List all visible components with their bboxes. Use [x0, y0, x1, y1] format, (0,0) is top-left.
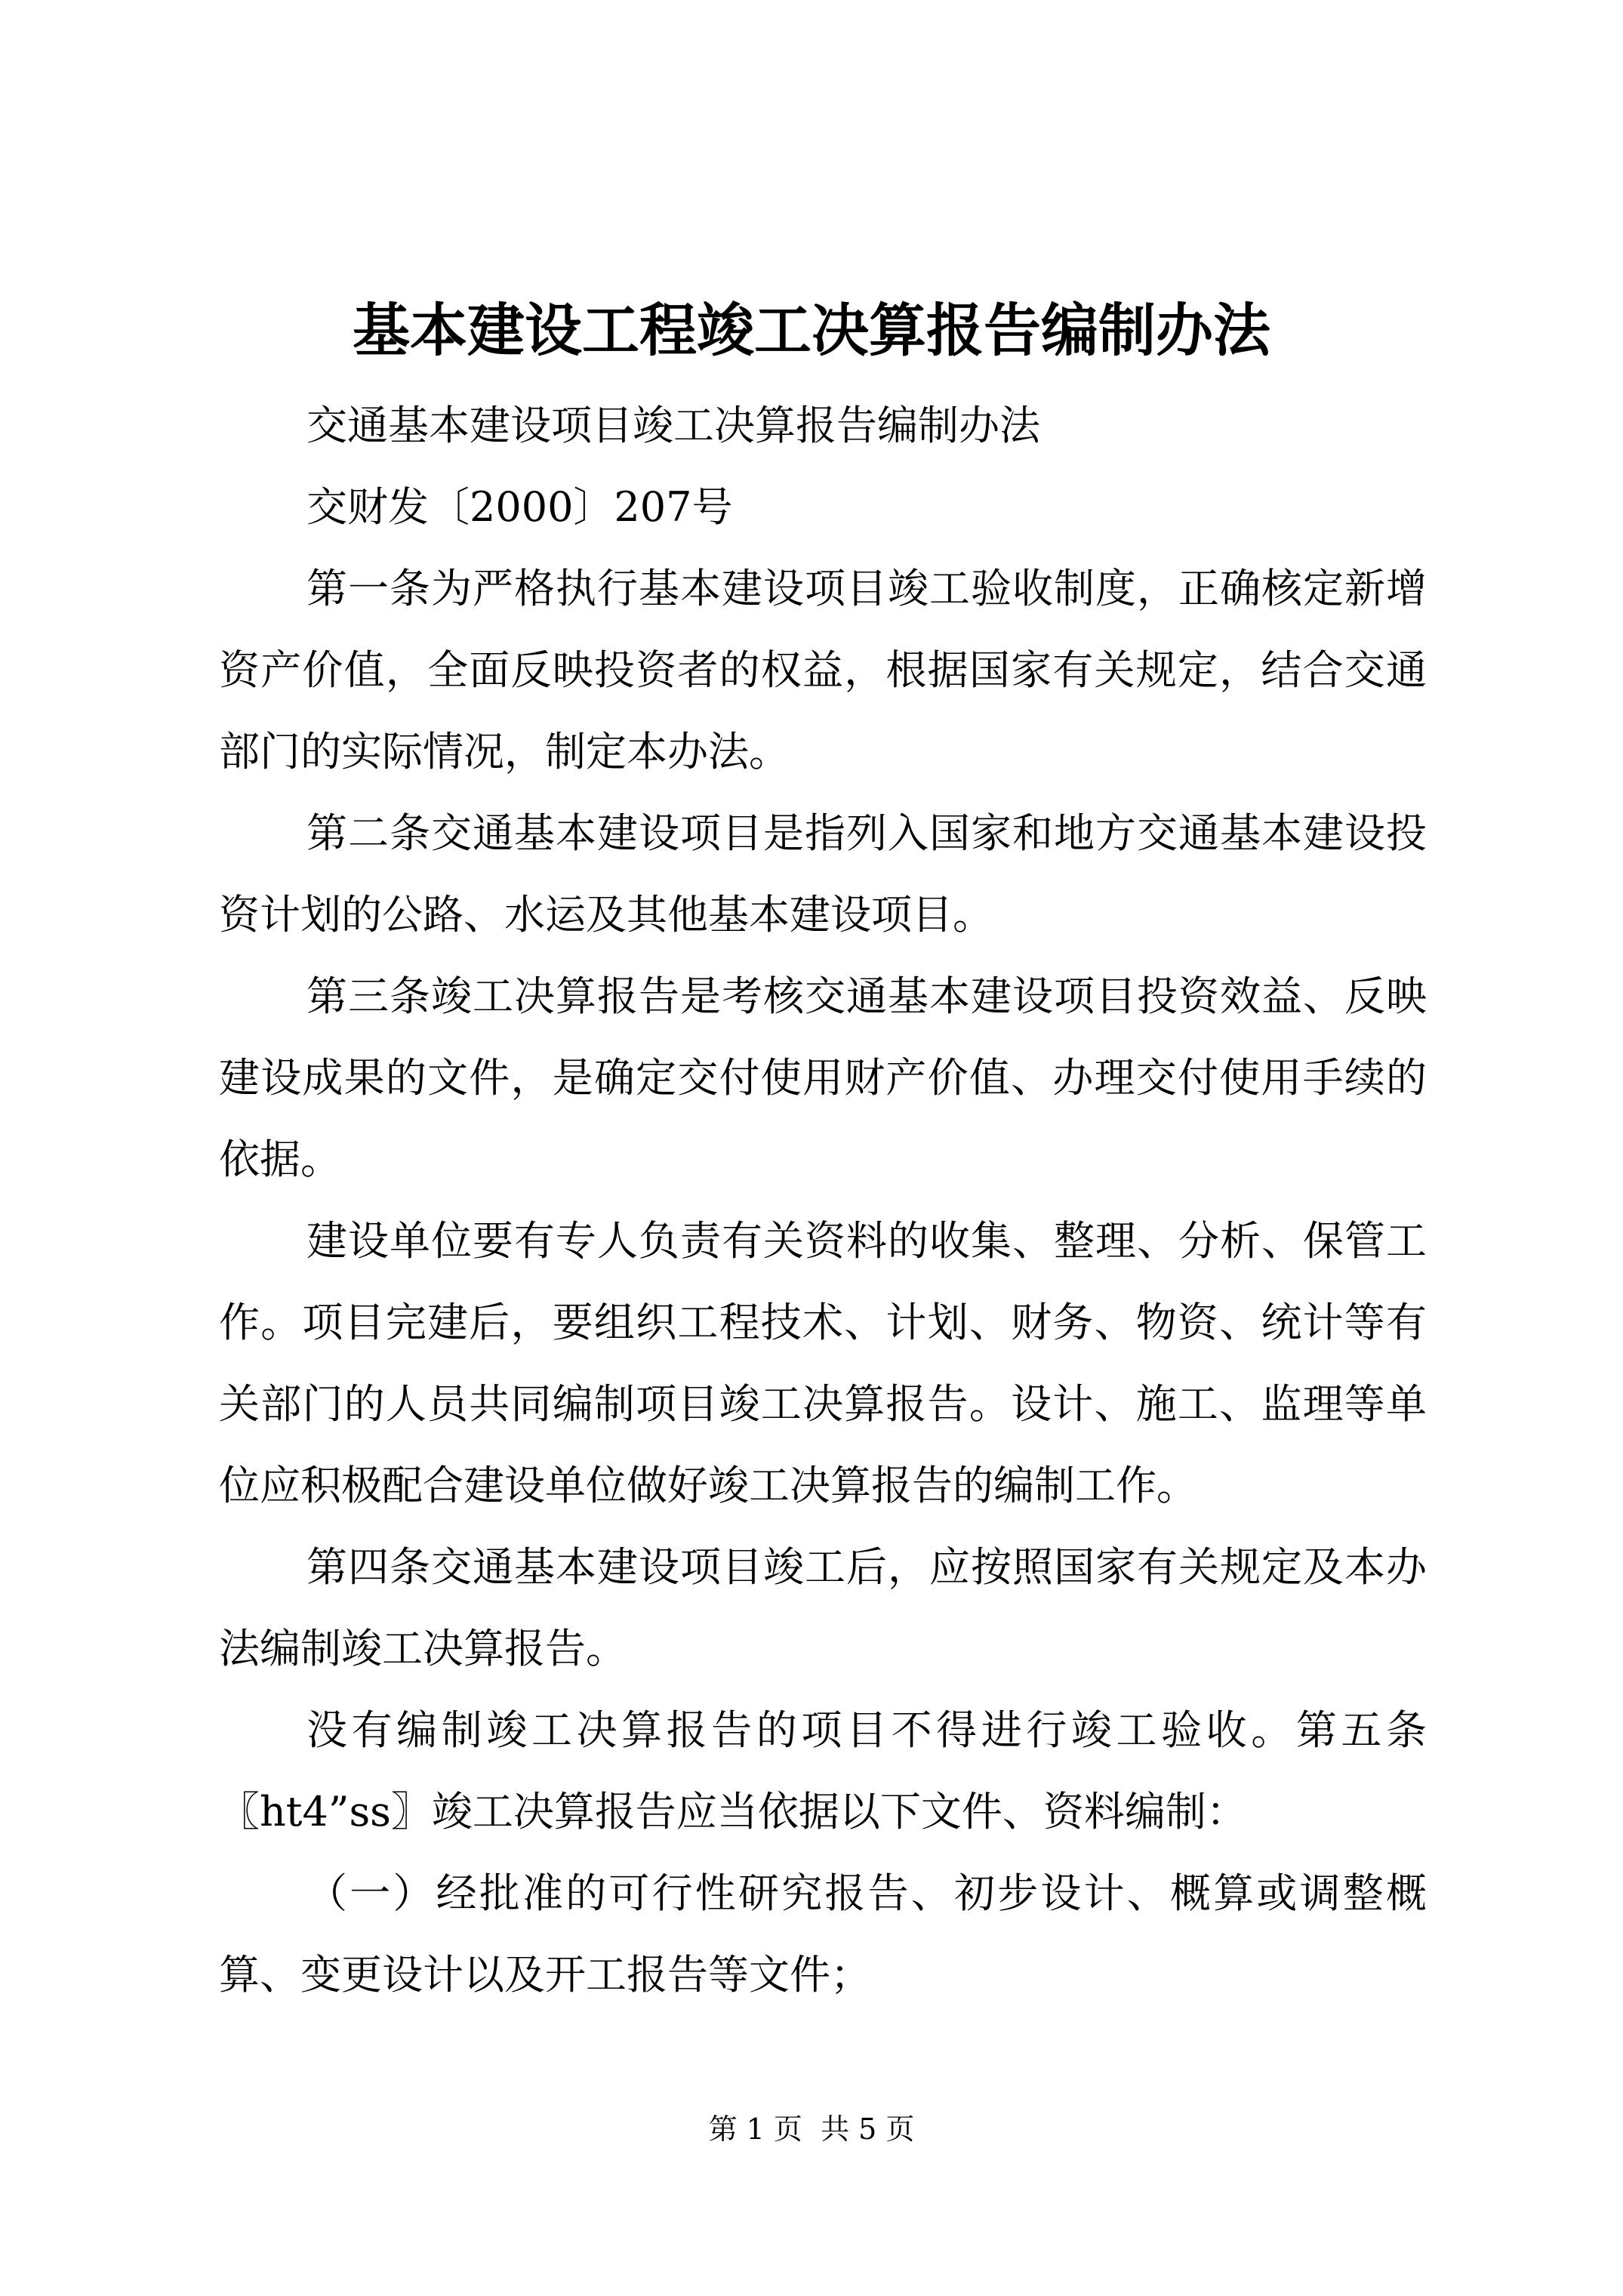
document-body: [219, 385, 1427, 2016]
article-1-paragraph: 第一条为严格执行基本建设项目竣工验收制度，正确核定新增资产价值，全面反映投资者的权益，根据国家有关规定，结合交通部门的实际情况，制定本办法。: [219, 565, 1427, 775]
article-4-paragraph: 第四条交通基本建设项目竣工后，应按照国家有关规定及本办法编制竣工决算报告。: [219, 1543, 1427, 1672]
item-1-paragraph: （一）经批准的可行性研究报告、初步设计、概算或调整概算、变更设计以及开工报告等文件；: [219, 1869, 1427, 1999]
article-3-paragraph: 第三条竣工决算报告是考核交通基本建设项目投资效益、反映建设成果的文件，是确定交付使用财产价值、办理交付使用手续的依据。: [219, 972, 1427, 1183]
document-title: 基本建设工程竣工决算报告编制办法: [353, 297, 1270, 364]
subtitle-paragraph: 交通基本建设项目竣工决算报告编制办法: [306, 402, 1040, 449]
document-number-paragraph: 交财发〔2000〕207号: [306, 483, 733, 531]
article-5-paragraph: 没有编制竣工决算报告的项目不得进行竣工验收。第五条〖ht4”ss〗竣工决算报告应当依据以下文件、资料编制：: [219, 1706, 1427, 1835]
article-2-paragraph: 第二条交通基本建设项目是指列入国家和地方交通基本建设投资计划的公路、水运及其他基本建设项目。: [219, 809, 1427, 938]
responsibility-paragraph: 建设单位要有专人负责有关资料的收集、整理、分析、保管工作。项目完建后，要组织工程技术、计划、财务、物资、统计等有关部门的人员共同编制项目竣工决算报告。设计、施工、监理等单位应积极配合建设单位做好竣工决算报告的编制工作。: [219, 1217, 1427, 1509]
page-number-footer: 第 1 页 共 5 页: [708, 2113, 915, 2146]
